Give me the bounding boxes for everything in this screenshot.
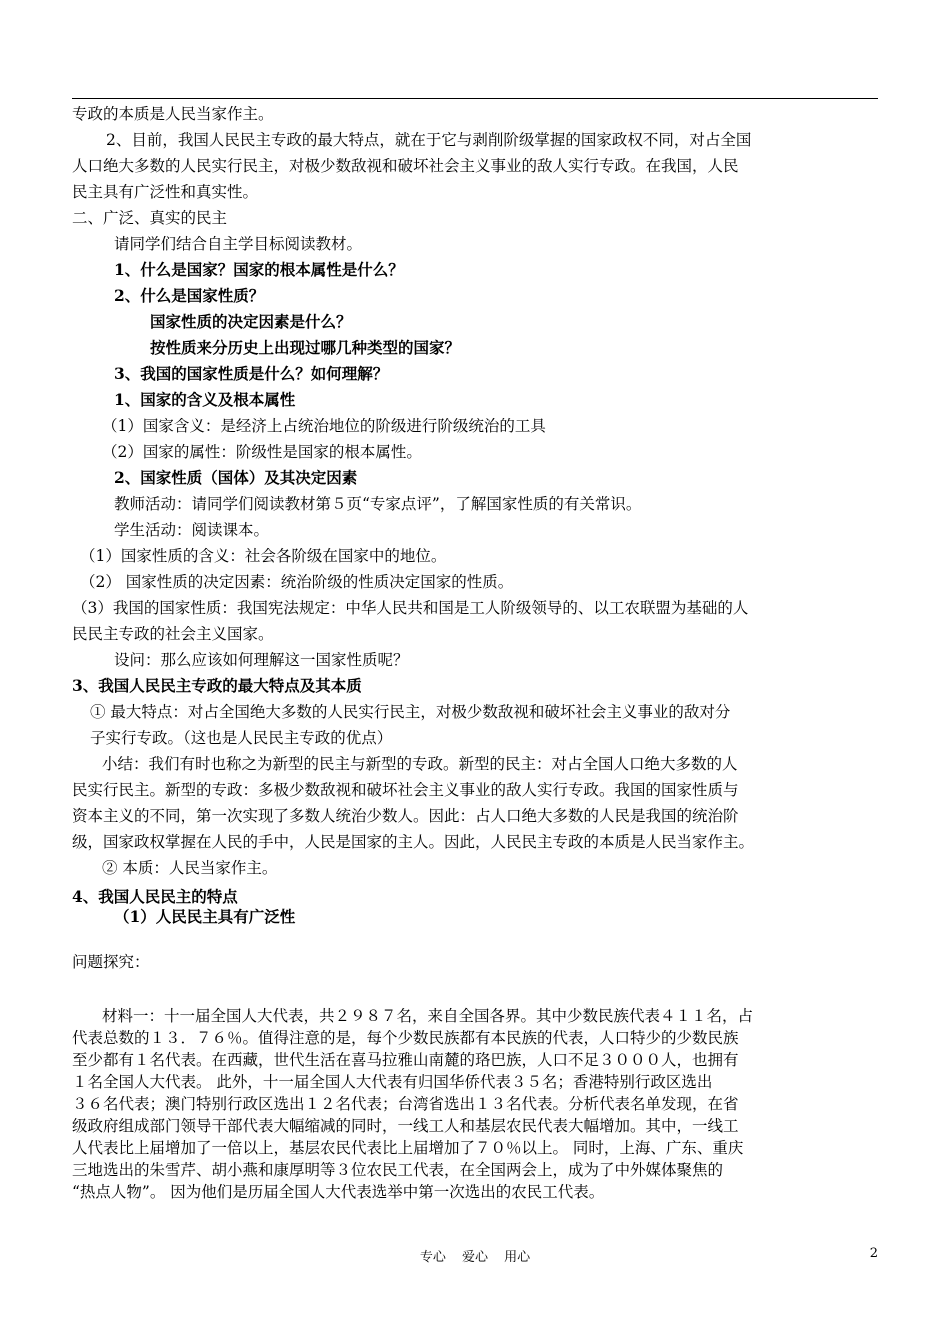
header-rule (72, 98, 878, 99)
material-line: 代表总数的１３．７６％。值得注意的是，每个少数民族都有本民族的代表，人口特少的少数民族 (72, 1029, 739, 1047)
text-line: （1）国家含义：是经济上占统治地位的阶级进行阶级统治的工具 (102, 417, 546, 435)
subheading: 2、国家性质（国体）及其决定因素 (114, 468, 358, 487)
document-body (72, 101, 878, 1203)
footer-text: 专心 (419, 1250, 446, 1265)
material-line: ３６名代表；澳门特别行政区选出１２名代表；台湾省选出１３名代表。分析代表名单发现，在省 (72, 1095, 739, 1113)
material-line: 至少都有１名代表。在西藏，世代生活在喜马拉雅山南麓的珞巴族，人口不足３０００人，也拥有 (72, 1051, 739, 1069)
page-number: 2 (869, 1246, 878, 1261)
text-line: 专政的本质是人民当家作主。 (72, 105, 274, 123)
page-footer (0, 1246, 950, 1265)
footer-text: 爱心 (461, 1250, 488, 1265)
material-line: １名全国人大代表。 此外，十一届全国人大代表有归国华侨代表３５名；香港特别行政区选出 (72, 1073, 713, 1091)
text-line: 小结：我们有时也称之为新型的民主与新型的专政。新型的民主：对占全国人口绝大多数的人 (102, 755, 738, 773)
text-line: 资本主义的不同，第一次实现了多数人统治少数人。因此：占人口绝大多数的人民是我国的统治阶 (72, 807, 739, 825)
text-line: 人口绝大多数的人民实行民主，对极少数敌视和破坏社会主义事业的敌人实行专政。在我国，人民 (72, 157, 739, 175)
text-line: 设问：那么应该如何理解这一国家性质呢？ (114, 651, 409, 669)
material-line: “热点人物”。 因为他们是历届全国人大代表选举中第一次选出的农民工代表。 (72, 1183, 605, 1201)
material-line: 人代表比上届增加了一倍以上，基层农民代表比上届增加了７０％以上。 同时，上海、广东、重庆 (72, 1139, 744, 1157)
question: 1、什么是国家？国家的根本属性是什么？ (114, 260, 404, 279)
text-line: （1）国家性质的含义：社会各阶级在国家中的地位。 (80, 547, 447, 565)
text-line: ② 本质：人民当家作主。 (102, 859, 278, 877)
material-line: 级政府组成部门领导干部代表大幅缩减的同时，一线工人和基层农民代表大幅增加。其中，一线工 (72, 1117, 739, 1135)
text-line: 学生活动：阅读课本。 (114, 521, 270, 539)
sub-question: 按性质来分历史上出现过哪几种类型的国家？ (150, 338, 461, 357)
text-line: 民主具有广泛性和真实性。 (72, 183, 259, 201)
text-line: 问题探究： (72, 953, 150, 971)
material-line: 材料一：十一届全国人大代表，共２９８７名，来自全国各界。其中少数民族代表４１１名，占 (102, 1007, 754, 1025)
section-heading: 二、广泛、真实的民主 (72, 209, 228, 227)
text-line: 教师活动：请同学们阅读教材第５页“专家点评”，了解国家性质的有关常识。 (114, 495, 642, 513)
text-line: 请同学们结合自主学目标阅读教材。 (114, 235, 363, 253)
subheading: （1）人民民主具有广泛性 (114, 907, 296, 926)
text-line: 民实行民主。新型的专政：多极少数敌视和破坏社会主义事业的敌人实行专政。我国的国家性质与 (72, 781, 739, 799)
subheading: 4、我国人民民主的特点 (72, 887, 238, 906)
question: 2、什么是国家性质？ (114, 286, 265, 305)
footer-text: 用心 (504, 1250, 531, 1265)
subheading: 3、我国人民民主专政的最大特点及其本质 (72, 676, 362, 695)
paragraph-line: 2、目前，我国人民民主专政的最大特点，就在于它与剥削阶级掌握的国家政权不同，对占全国 (106, 131, 752, 149)
text-line: （2） 国家性质的决定因素：统治阶级的性质决定国家的性质。 (80, 573, 514, 591)
text-line: （2）国家的属性：阶级性是国家的根本属性。 (102, 443, 422, 461)
text-line: 级，国家政权掌握在人民的手中，人民是国家的主人。因此，人民民主专政的本质是人民当家作主。 (72, 833, 755, 851)
sub-question: 国家性质的决定因素是什么？ (150, 312, 352, 331)
text-line: ① 最大特点：对占全国绝大多数的人民实行民主，对极少数敌视和破坏社会主义事业的敌对分 (90, 703, 731, 721)
text-line: 子实行专政。（这也是人民民主专政的优点） (90, 729, 393, 747)
material-line: 三地选出的朱雪芹、胡小燕和康厚明等３位农民工代表，在全国两会上，成为了中外媒体聚焦的 (72, 1161, 724, 1179)
text-line: （3）我国的国家性质：我国宪法规定：中华人民共和国是工人阶级领导的、以工农联盟为基础的人 (72, 599, 749, 617)
question: 3、我国的国家性质是什么？如何理解？ (114, 364, 389, 383)
subheading: 1、国家的含义及根本属性 (114, 390, 296, 409)
text-line: 民民主专政的社会主义国家。 (72, 625, 274, 643)
